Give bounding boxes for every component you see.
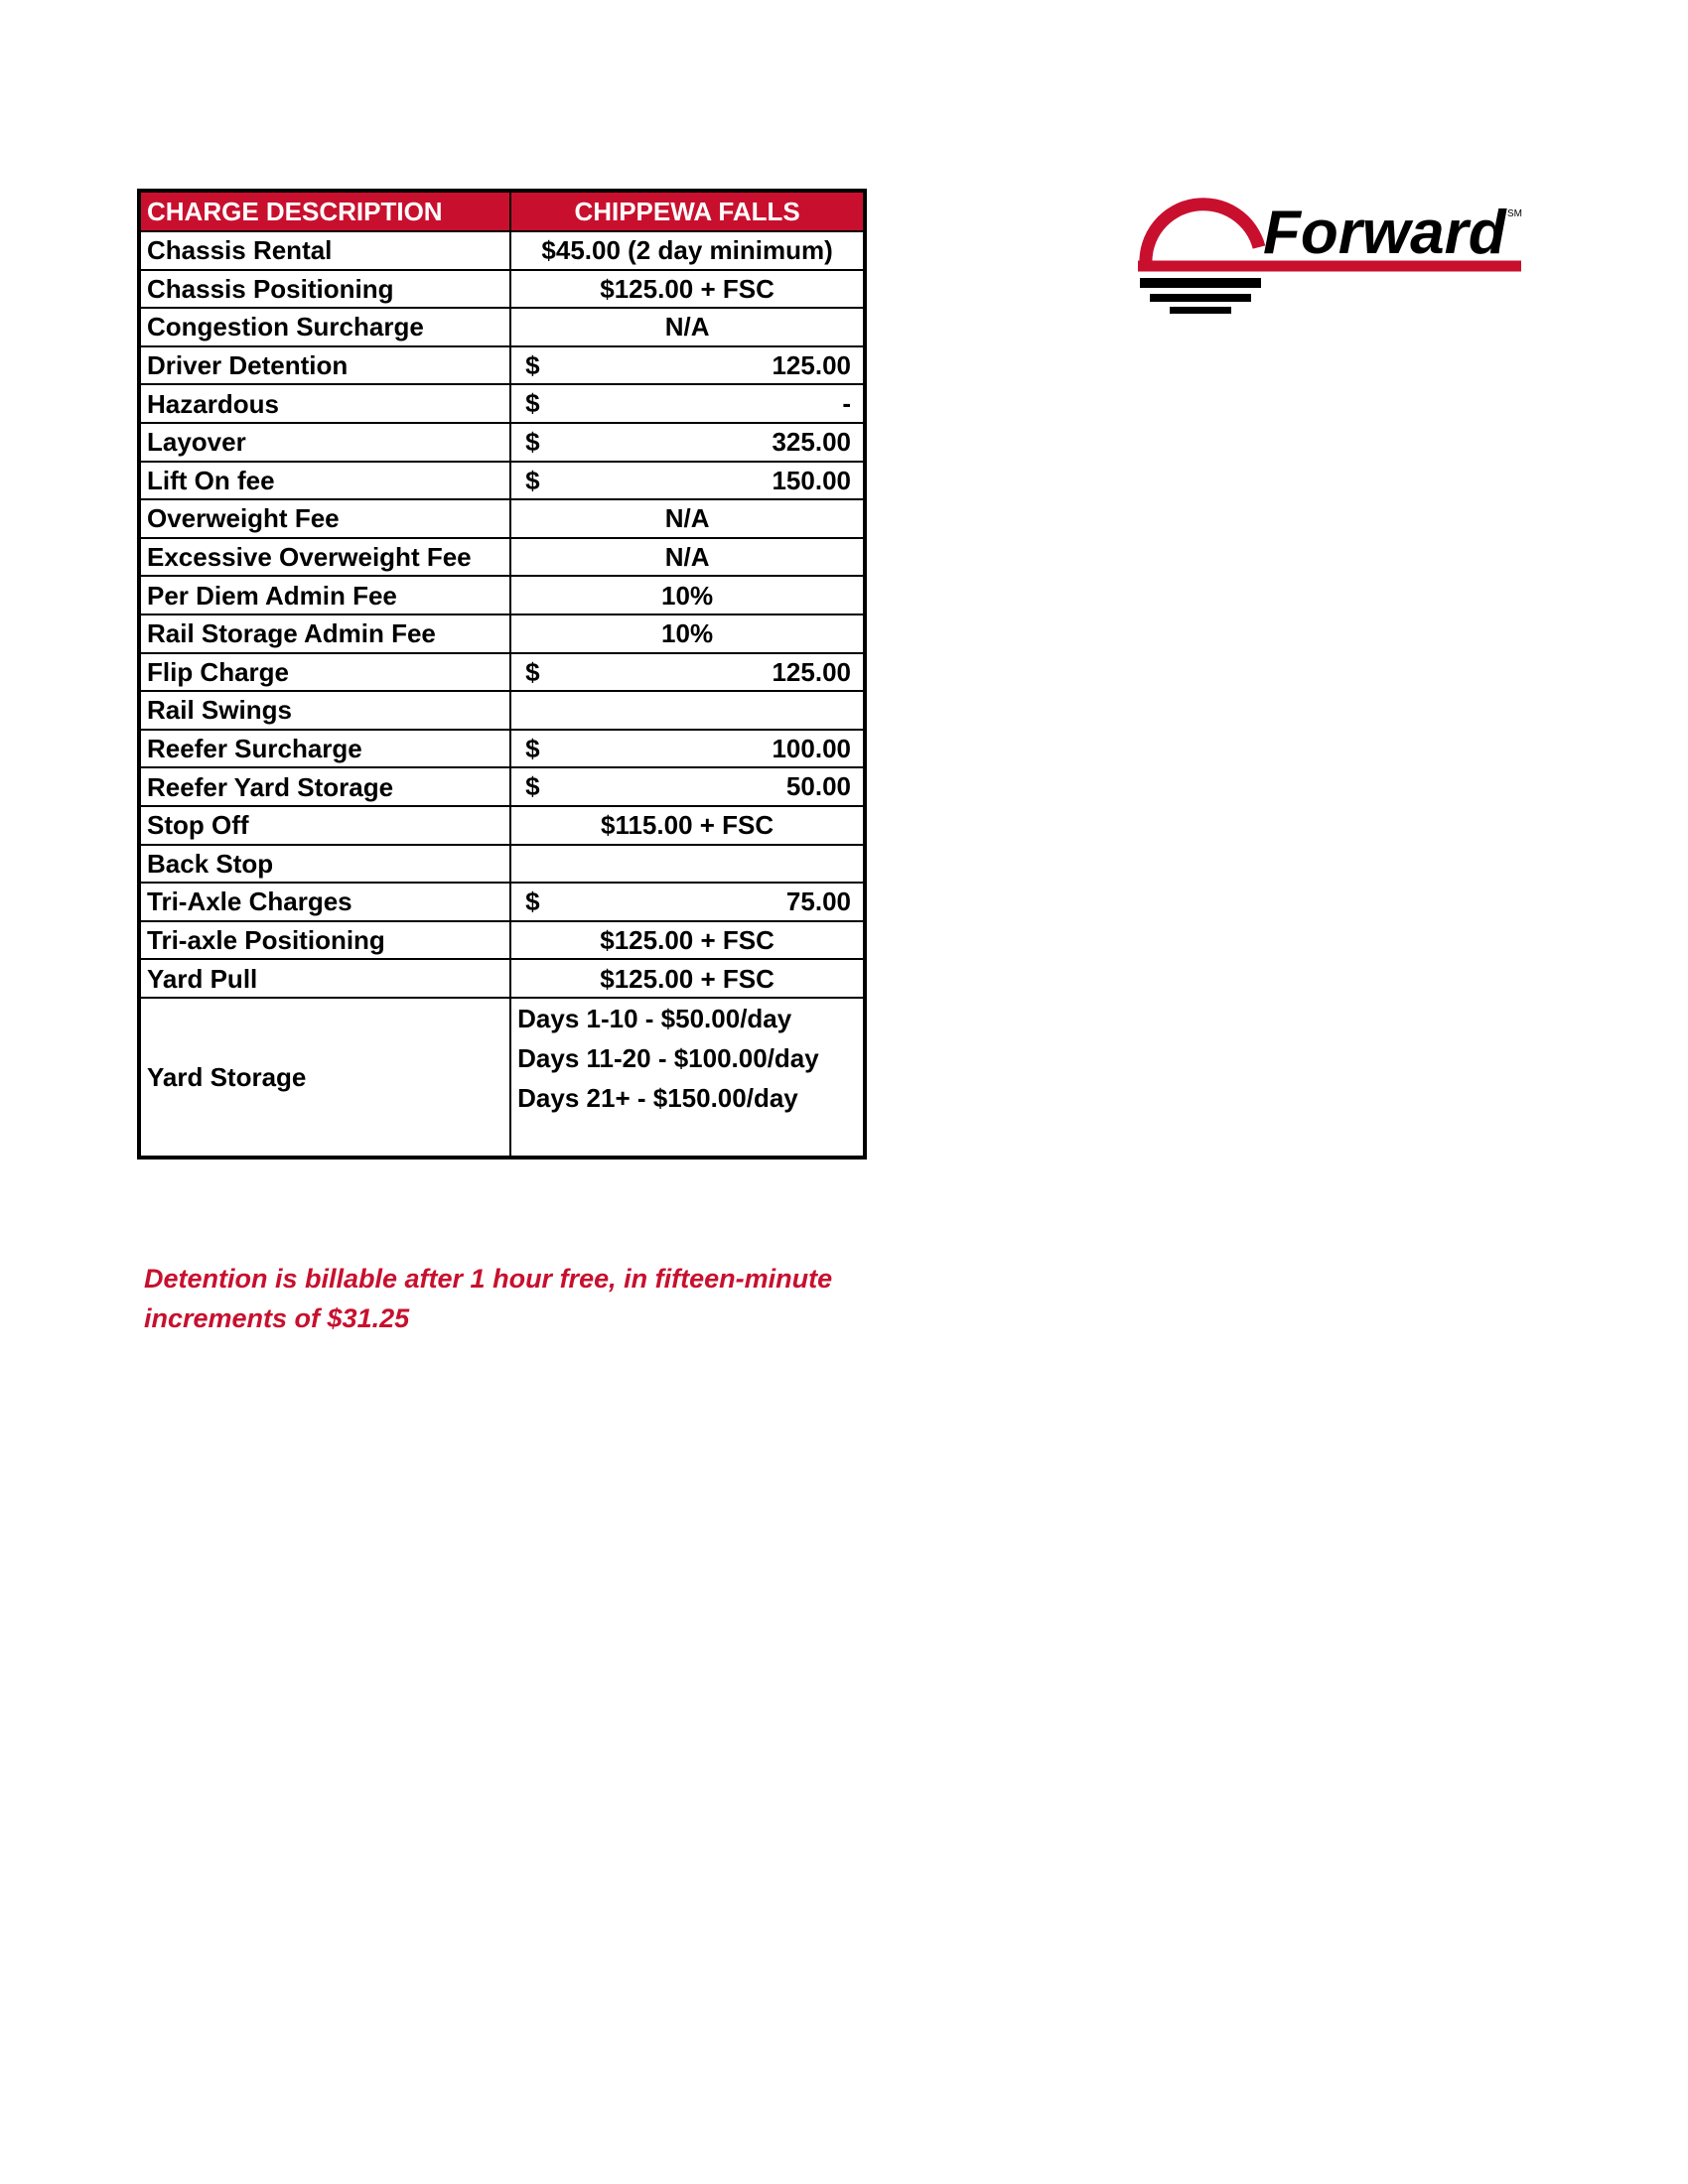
charge-description: Reefer Surcharge	[139, 730, 510, 768]
charge-description: Tri-axle Positioning	[139, 921, 510, 960]
charges-body	[139, 231, 865, 1158]
currency-symbol: $	[525, 887, 540, 917]
charge-amount: -	[842, 388, 851, 419]
table-row-yard-storage	[139, 998, 865, 1158]
charge-value: N/A	[510, 308, 865, 346]
charge-description: Stop Off	[139, 806, 510, 845]
charge-amount-cell	[510, 883, 865, 921]
charge-value: $125.00 + FSC	[510, 270, 865, 309]
charge-description: Yard Storage	[139, 998, 510, 1158]
charge-amount-cell	[510, 462, 865, 500]
charge-description: Overweight Fee	[139, 499, 510, 538]
table-row	[139, 691, 865, 730]
charge-value: $125.00 + FSC	[510, 921, 865, 960]
charge-amount-cell	[510, 346, 865, 385]
charge-description: Rail Swings	[139, 691, 510, 730]
charge-amount-cell	[510, 653, 865, 692]
charge-amount-cell	[510, 384, 865, 423]
table-row	[139, 384, 865, 423]
charge-amount: 125.00	[772, 349, 851, 380]
charge-amount-cell	[510, 423, 865, 462]
charge-value: 10%	[510, 576, 865, 614]
currency-symbol: $	[525, 465, 540, 495]
forward-logo	[1132, 191, 1522, 320]
charge-value: $115.00 + FSC	[510, 806, 865, 845]
table-row	[139, 576, 865, 614]
charge-description: Layover	[139, 423, 510, 462]
table-row	[139, 499, 865, 538]
charge-amount: 100.00	[772, 733, 851, 763]
charge-description: Rail Storage Admin Fee	[139, 614, 510, 653]
charge-description: Chassis Positioning	[139, 270, 510, 309]
table-row	[139, 462, 865, 500]
currency-symbol: $	[525, 426, 540, 457]
charge-amount-cell	[510, 730, 865, 768]
header-location: CHIPPEWA FALLS	[510, 191, 865, 231]
charge-description: Per Diem Admin Fee	[139, 576, 510, 614]
charge-description: Yard Pull	[139, 959, 510, 998]
charge-value: N/A	[510, 538, 865, 577]
table-row	[139, 308, 865, 346]
charge-value: $45.00 (2 day minimum)	[510, 231, 865, 270]
charge-description: Hazardous	[139, 384, 510, 423]
table-row	[139, 730, 865, 768]
currency-symbol: $	[525, 733, 540, 763]
table-row	[139, 538, 865, 577]
table-row	[139, 845, 865, 884]
charge-description: Reefer Yard Storage	[139, 767, 510, 806]
charge-amount: 150.00	[772, 465, 851, 495]
charge-description: Flip Charge	[139, 653, 510, 692]
table-row	[139, 767, 865, 806]
note-line-1: Detention is billable after 1 hour free, in fifteen-minute	[144, 1264, 833, 1294]
table-row	[139, 346, 865, 385]
charge-amount-cell	[510, 767, 865, 806]
charge-description: Chassis Rental	[139, 231, 510, 270]
logo-service-mark: SM	[1507, 208, 1522, 219]
table-row	[139, 231, 865, 270]
charge-value: N/A	[510, 499, 865, 538]
header-charge-description: CHARGE DESCRIPTION	[139, 191, 510, 231]
detention-note	[144, 1259, 899, 1338]
currency-symbol: $	[525, 349, 540, 380]
note-line-2: increments of $31.25	[144, 1303, 410, 1333]
charge-value	[510, 845, 865, 884]
table-row	[139, 806, 865, 845]
charge-description: Tri-Axle Charges	[139, 883, 510, 921]
charges-table	[137, 189, 867, 1160]
charge-amount: 125.00	[772, 656, 851, 687]
table-row	[139, 614, 865, 653]
table-row	[139, 270, 865, 309]
storage-tier: Days 21+ - $150.00/day	[517, 1082, 798, 1113]
charge-description: Back Stop	[139, 845, 510, 884]
currency-symbol: $	[525, 656, 540, 687]
table-row	[139, 423, 865, 462]
table-row	[139, 883, 865, 921]
logo-wordmark: Forward	[1263, 199, 1506, 267]
charge-amount: 75.00	[785, 887, 851, 917]
charge-amount: 50.00	[785, 771, 851, 802]
storage-tier: Days 1-10 - $50.00/day	[517, 1003, 792, 1033]
charge-value: $125.00 + FSC	[510, 959, 865, 998]
yard-storage-tiers	[510, 998, 865, 1158]
currency-symbol: $	[525, 388, 540, 419]
charge-description: Lift On fee	[139, 462, 510, 500]
table-row	[139, 921, 865, 960]
table-row	[139, 959, 865, 998]
currency-symbol: $	[525, 771, 540, 802]
table-row	[139, 653, 865, 692]
table-header-row	[139, 191, 865, 231]
charge-description: Excessive Overweight Fee	[139, 538, 510, 577]
charge-value: 10%	[510, 614, 865, 653]
charge-description: Congestion Surcharge	[139, 308, 510, 346]
charge-description: Driver Detention	[139, 346, 510, 385]
charge-value	[510, 691, 865, 730]
storage-tier: Days 11-20 - $100.00/day	[517, 1042, 819, 1073]
charge-amount: 325.00	[772, 426, 851, 457]
